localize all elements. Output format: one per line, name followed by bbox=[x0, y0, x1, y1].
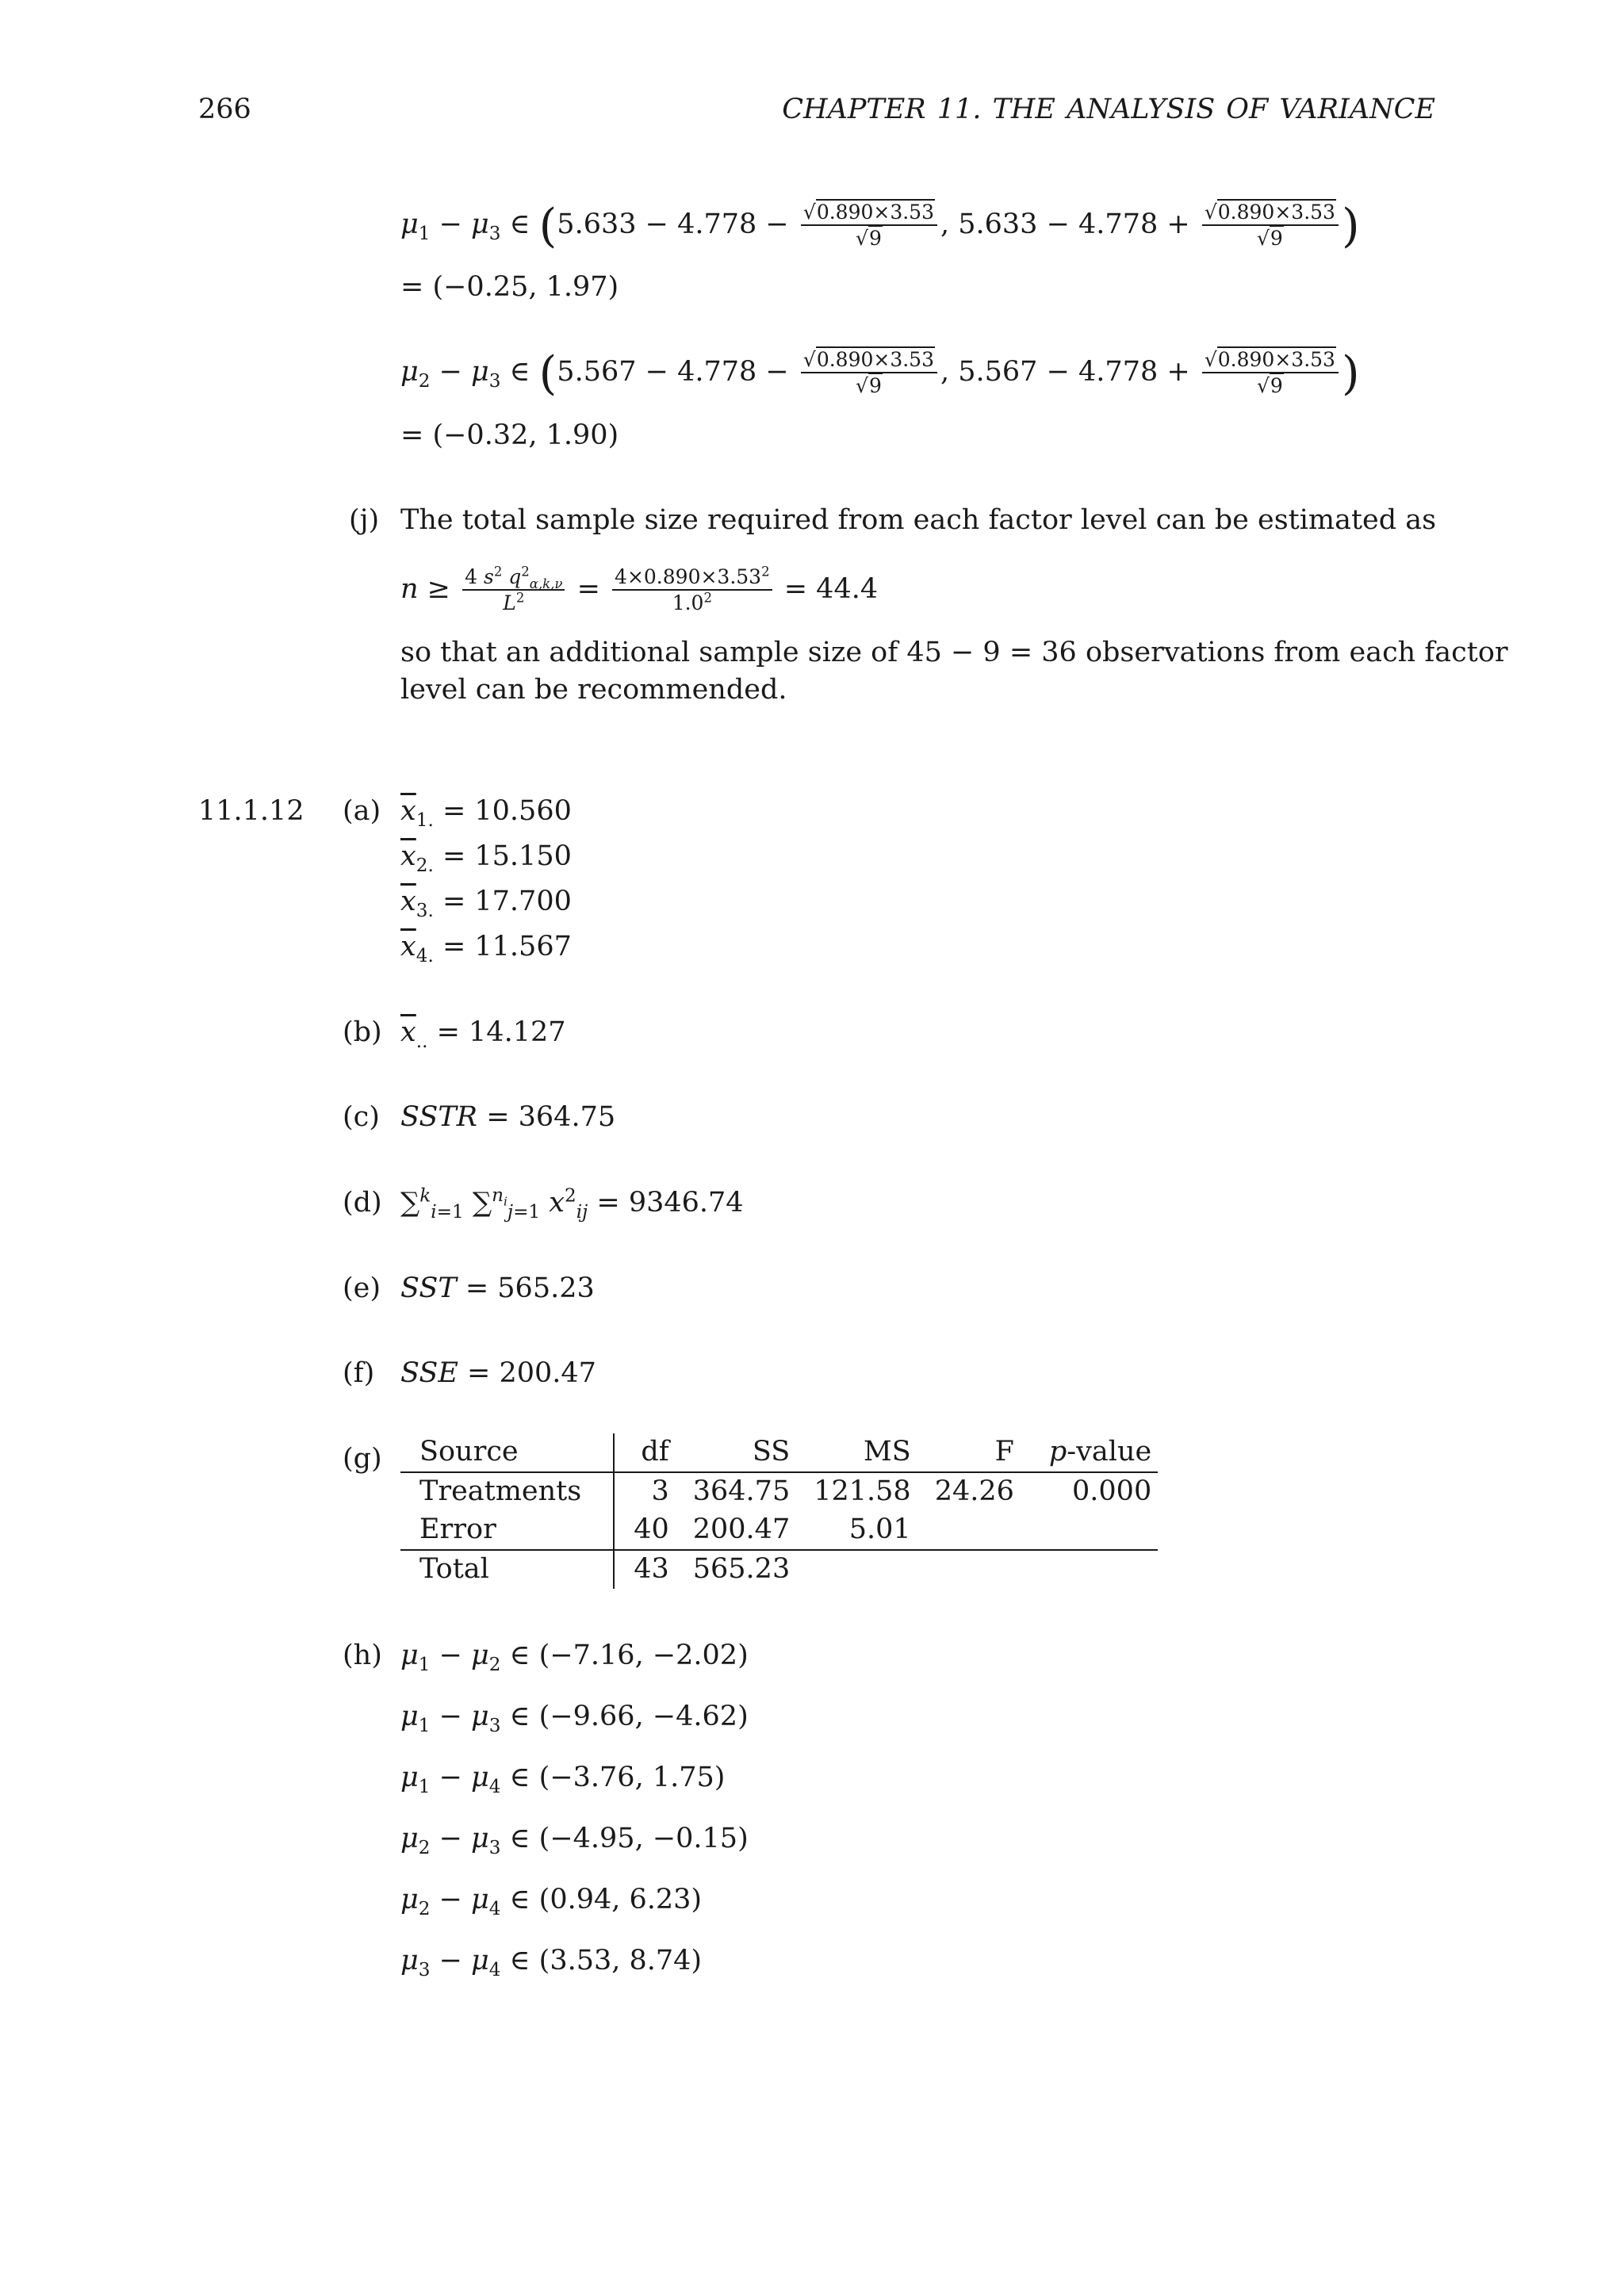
part-f-label: (f) bbox=[343, 1357, 375, 1389]
mean-row: $\overline{x}_{1.} = 10.560$ bbox=[400, 795, 572, 831]
interval-row: $\mu_2 - \mu_4$ ∈ (0.94, 6.23) bbox=[400, 1884, 703, 1919]
column-header: Source bbox=[400, 1433, 614, 1472]
ci-mu2-mu3: $\mu_2 - \mu_3$ ∈ (5.567 − 4.778 − $\frac{√0.890\times 3.53}{√9}$ , 5.567 − 4.778 + $\frac{√0.890\times 3.53}{√9}$ ) bbox=[400, 346, 1360, 400]
mean-row: $\overline{x}_{4.} = 11.567$ bbox=[400, 931, 572, 966]
sample-size-result: = 44.4 bbox=[783, 572, 879, 605]
part-b-label: (b) bbox=[343, 1016, 382, 1048]
problem-number: 11.1.12 bbox=[198, 795, 304, 827]
ci-mu1-mu3-result: = (−0.25, 1.97) bbox=[400, 271, 619, 303]
page-number: 266 bbox=[198, 94, 251, 125]
column-header: p-value bbox=[1021, 1433, 1158, 1472]
grand-mean: $\overline{x}_{..} = 14.127$ bbox=[400, 1016, 566, 1052]
interval-row: $\mu_1 - \mu_4$ ∈ (−3.76, 1.75) bbox=[400, 1762, 726, 1797]
part-c-label: (c) bbox=[343, 1101, 380, 1133]
ci-fraction: $\frac{√0.890\times 3.53}{√9}$ bbox=[801, 347, 937, 399]
sse-value: SSE = 200.47 bbox=[400, 1357, 596, 1389]
column-header: SS bbox=[676, 1433, 796, 1472]
running-title: CHAPTER 11. THE ANALYSIS OF VARIANCE bbox=[782, 94, 1435, 125]
mean-row: $\overline{x}_{2.} = 15.150$ bbox=[400, 840, 572, 876]
mean-row: $\overline{x}_{3.} = 17.700$ bbox=[400, 886, 572, 921]
table-header-row bbox=[400, 1433, 1158, 1472]
sum-of-squares-value: ∑$^k_{i=1}$ ∑$^{n_i}_{j=1}$ $x^2_{ij} = 9346.74$ bbox=[400, 1185, 744, 1223]
column-header: MS bbox=[796, 1433, 917, 1472]
anova-table bbox=[400, 1433, 1158, 1589]
table-row: Error 40 200.47 5.01 bbox=[400, 1511, 1158, 1550]
interval-row: $\mu_1 - \mu_3$ ∈ (−9.66, −4.62) bbox=[400, 1701, 749, 1736]
part-j-conclusion-2: level can be recommended. bbox=[400, 674, 787, 706]
interval-row: $\mu_1 - \mu_2$ ∈ (−7.16, −2.02) bbox=[400, 1640, 749, 1675]
column-header: df bbox=[614, 1433, 676, 1472]
part-j-conclusion-1: so that an additional sample size of 45 − 9 = 36 observations from each factor bbox=[400, 637, 1508, 668]
part-a-label: (a) bbox=[343, 795, 381, 827]
part-j-label: (j) bbox=[349, 504, 380, 536]
table-row: Treatments 3 364.75 121.58 24.26 0.000 bbox=[400, 1472, 1158, 1511]
interval-row: $\mu_3 - \mu_4$ ∈ (3.53, 8.74) bbox=[400, 1945, 703, 1980]
ci-mu1-mu3: $\mu_1 - \mu_3$ ∈ (5.633 − 4.778 − $\frac{√0.890\times 3.53}{√9}$ , 5.633 − 4.778 + $\frac{√0.890\times 3.53}{√9}$ ) bbox=[400, 198, 1360, 253]
part-g-label: (g) bbox=[343, 1443, 382, 1475]
table-row: Total 43 565.23 bbox=[400, 1550, 1158, 1589]
part-j-text: The total sample size required from each factor level can be estimated as bbox=[400, 504, 1437, 536]
ci-mu1-mu3-left: 5.633 − 4.778 − bbox=[557, 208, 789, 240]
sst-value: SST = 565.23 bbox=[400, 1272, 595, 1304]
part-e-label: (e) bbox=[343, 1272, 381, 1304]
ci-mu2-mu3-left: 5.567 − 4.778 − bbox=[557, 355, 789, 388]
part-h-label: (h) bbox=[343, 1640, 382, 1671]
ci-fraction: $\frac{√0.890\times 3.53}{√9}$ bbox=[801, 200, 937, 251]
ci-mu2-mu3-mid: , 5.567 − 4.778 + bbox=[940, 355, 1190, 388]
sample-size-formula: n ≥ $\frac{4 s^2 q^2_{\alpha,k,\nu}}{L^2}$ = $\frac{4\times 0.890\times 3.53^2}{1.0^2}$ = 44.4 bbox=[400, 564, 879, 615]
interval-row: $\mu_2 - \mu_3$ ∈ (−4.95, −0.15) bbox=[400, 1823, 749, 1858]
ci-mu2-mu3-result: = (−0.32, 1.90) bbox=[400, 419, 619, 451]
part-d-label: (d) bbox=[343, 1187, 382, 1219]
ci-fraction: $\frac{√0.890\times 3.53}{√9}$ bbox=[1202, 200, 1339, 251]
ci-mu1-mu3-mid: , 5.633 − 4.778 + bbox=[940, 208, 1190, 240]
column-header: F bbox=[917, 1433, 1021, 1472]
sstr-value: SSTR = 364.75 bbox=[400, 1101, 616, 1133]
ci-fraction: $\frac{√0.890\times 3.53}{√9}$ bbox=[1202, 347, 1339, 399]
